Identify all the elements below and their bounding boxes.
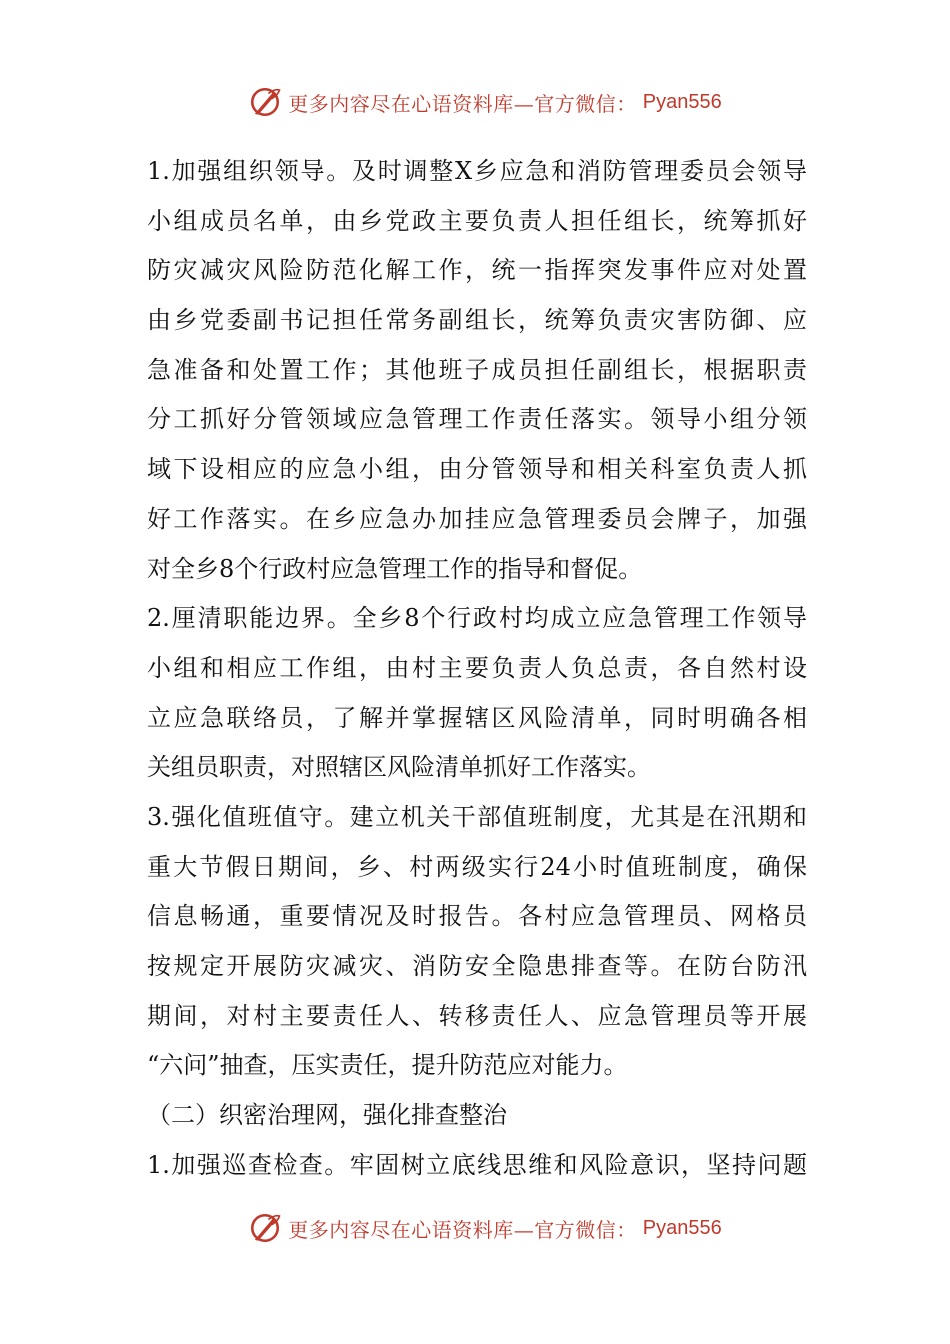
text-line: 分工抓好分管领域应急管理工作责任落实。领导小组分领 [147,405,807,434]
text-line: 防灾减灾风险防范化解工作，统一指挥突发事件应对处置 [147,256,807,285]
text-line: 小组和相应工作组，由村主要负责人负总责，各自然村设 [147,653,807,682]
text-line: 3.强化值班值守。建立机关干部值班制度，尤其是在汛期和 [147,802,807,831]
text-line: 对全乡8个行政村应急管理工作的指导和督促。 [147,554,643,583]
text-line: 1.加强巡查检查。牢固树立底线思维和风险意识，坚持问题 [147,1150,807,1179]
text-line: 信息畅通，重要情况及时报告。各村应急管理员、网格员 [147,902,807,931]
text-line: 期间，对村主要责任人、转移责任人、应急管理员等开展 [147,1001,807,1030]
text-line: 重大节假日期间，乡、村两级实行24小时值班制度，确保 [147,852,807,881]
text-line: 立应急联络员，了解并掌握辖区风险清单，同时明确各相 [147,703,807,732]
text-line: 好工作落实。在乡应急办加挂应急管理委员会牌子，加强 [147,504,807,533]
text-line: 域下设相应的应急小组，由分管领导和相关科室负责人抓 [147,455,807,484]
watermark-text: 更多内容尽在心语资料库—官方微信： [288,1217,637,1242]
text-line: 2.厘清职能边界。全乡8个行政村均成立应急管理工作领导 [147,604,807,633]
watermark-text: 更多内容尽在心语资料库—官方微信： [288,91,637,116]
text-line: 关组员职责，对照辖区风险清单抓好工作落实。 [147,753,651,782]
section-heading: （二）织密治理网，强化排查整治 [147,1101,507,1130]
watermark-wechat-id: Pyan556 [642,90,722,113]
document-body [147,147,807,1190]
quill-logo-icon [248,1211,282,1245]
text-line: 急准备和处置工作；其他班子成员担任副组长，根据职责 [147,355,807,384]
header-watermark [0,82,950,122]
footer-watermark [0,1208,950,1248]
text-line: 按规定开展防灾减灾、消防安全隐患排查等。在防台防汛 [147,952,807,980]
text-line: 1.加强组织领导。及时调整X乡应急和消防管理委员会领导 [147,157,807,185]
text-line: 小组成员名单，由乡党政主要负责人担任组长，统筹抓好 [147,206,807,235]
text-line: “六问”抽查，压实责任，提升防范应对能力。 [147,1051,628,1080]
quill-logo-icon [248,85,282,119]
watermark-wechat-id: Pyan556 [642,1216,722,1239]
text-line: 由乡党委副书记担任常务副组长，统筹负责灾害防御、应 [147,306,807,335]
